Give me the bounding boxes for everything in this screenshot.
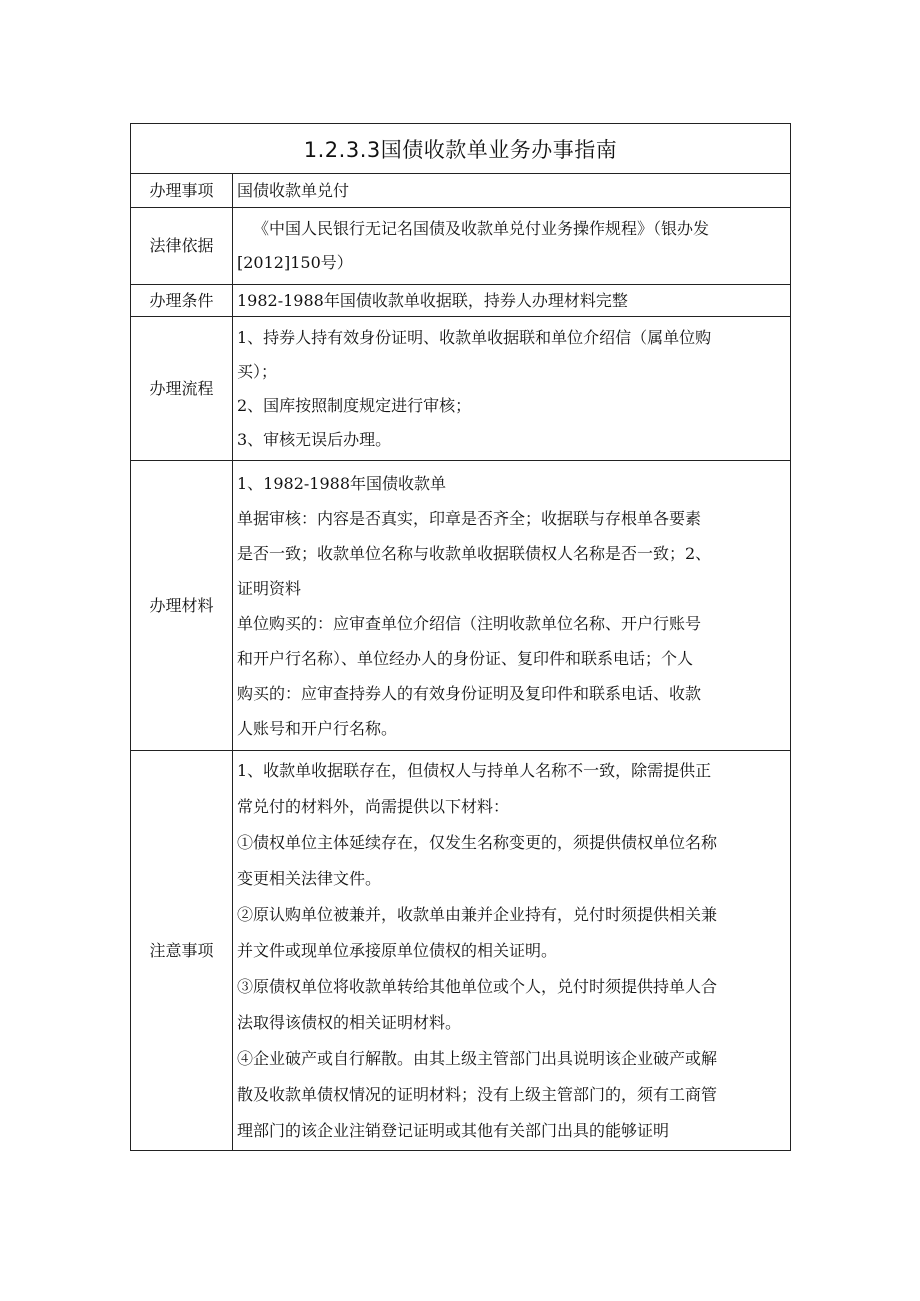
notes-line: 1、收款单收据联存在，但债权人与持单人名称不一致，除需提供正 (237, 760, 712, 780)
row-materials (131, 461, 791, 751)
row-value-notes (233, 751, 791, 1151)
guide-table (130, 123, 791, 1151)
notes-line: ①债权单位主体延续存在，仅发生名称变更的，须提供债权单位名称 (237, 832, 718, 852)
materials-line: 单位购买的：应审查单位介绍信（注明收款单位名称、开户行账号 (237, 613, 702, 633)
materials-line: 是否一致；收款单位名称与收款单收据联债权人名称是否一致；2、 (237, 543, 712, 563)
row-item (131, 174, 791, 208)
materials-line: 购买的：应审查持券人的有效身份证明及复印件和联系电话、收款 (237, 683, 702, 703)
row-label-materials: 办理材料 (131, 461, 233, 751)
notes-line: 法取得该债权的相关证明材料。 (237, 1012, 462, 1032)
row-value-legal (233, 208, 791, 285)
title-row (131, 124, 791, 174)
process-line: 买）； (237, 361, 278, 381)
row-process (131, 317, 791, 461)
notes-line: 散及收款单债权情况的证明材料；没有上级主管部门的，须有工商管 (237, 1084, 718, 1104)
notes-line: ④企业破产或自行解散。由其上级主管部门出具说明该企业破产或解 (237, 1048, 718, 1068)
notes-line: ③原债权单位将收款单转给其他单位或个人，兑付时须提供持单人合 (237, 976, 718, 996)
row-label-legal: 法律依据 (131, 208, 233, 285)
materials-line: 人账号和开户行名称。 (237, 718, 398, 738)
row-value-conditions: 1982-1988年国债收款单收据联，持券人办理材料完整 (233, 285, 791, 317)
notes-line: ②原认购单位被兼并，收款单由兼并企业持有，兑付时须提供相关兼 (237, 904, 718, 924)
row-legal (131, 208, 791, 285)
row-label-process: 办理流程 (131, 317, 233, 461)
process-line: 1、持券人持有效身份证明、收款单收据联和单位介绍信（属单位购 (237, 327, 712, 347)
row-label-notes: 注意事项 (131, 751, 233, 1151)
materials-line: 和开户行名称）、单位经办人的身份证、复印件和联系电话；个人 (237, 648, 694, 668)
notes-line: 常兑付的材料外，尚需提供以下材料： (237, 796, 510, 816)
process-line: 3、审核无误后办理。 (237, 429, 392, 449)
notes-line: 并文件或现单位承接原单位债权的相关证明。 (237, 940, 558, 960)
materials-line: 证明资料 (237, 578, 302, 598)
row-label-conditions: 办理条件 (131, 285, 233, 317)
row-label-item: 办理事项 (131, 174, 233, 208)
materials-line: 单据审核：内容是否真实，印章是否齐全；收据联与存根单各要素 (237, 508, 702, 528)
notes-line: 理部门的该企业注销登记证明或其他有关部门出具的能够证明 (237, 1120, 670, 1140)
row-value-process (233, 317, 791, 461)
process-line: 2、国库按照制度规定进行审核； (237, 395, 472, 415)
row-value-item: 国债收款单兑付 (233, 174, 791, 208)
legal-line: [2012]150号） (237, 253, 353, 272)
row-value-materials (233, 461, 791, 751)
legal-line: 《中国人民银行无记名国债及收款单兑付业务操作规程》（银办发 (253, 219, 710, 238)
row-conditions (131, 285, 791, 317)
row-notes (131, 751, 791, 1151)
materials-line: 1、1982-1988年国债收款单 (237, 473, 447, 493)
notes-line: 变更相关法律文件。 (237, 868, 382, 888)
table-title: 1.2.3.3国债收款单业务办事指南 (131, 124, 791, 174)
